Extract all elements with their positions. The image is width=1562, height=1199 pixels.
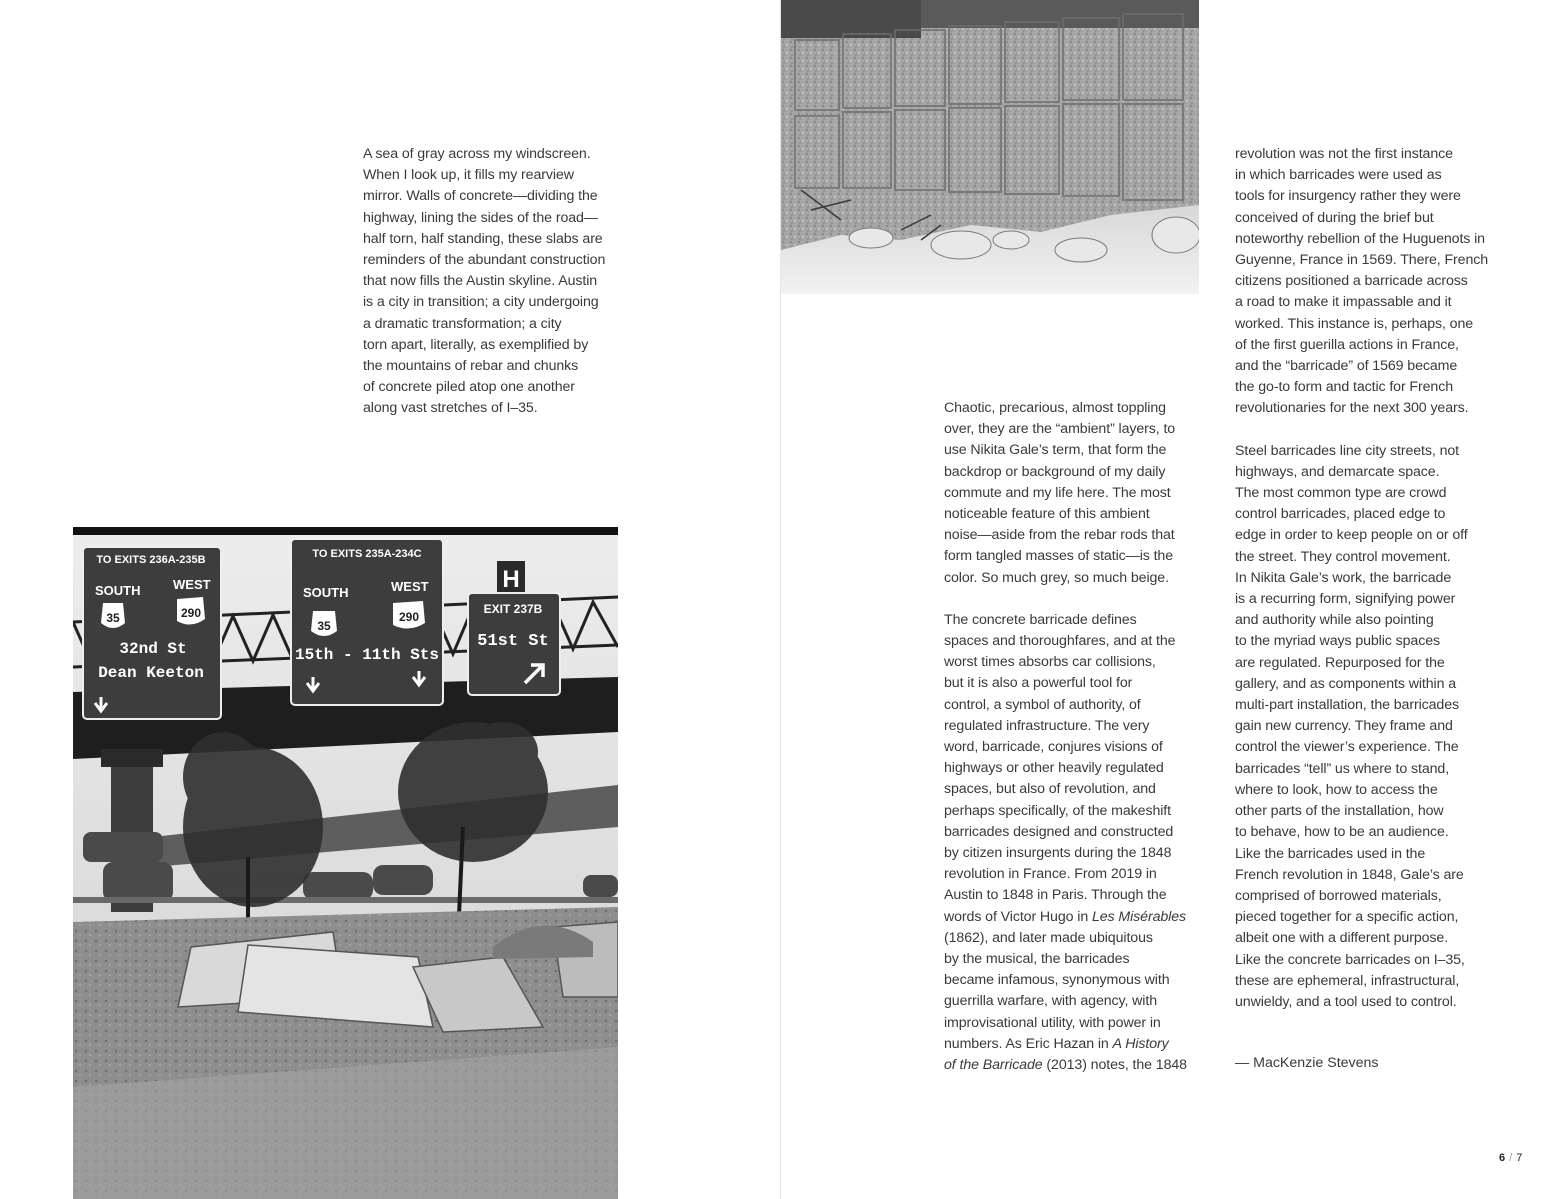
sign2-dir-left: SOUTH xyxy=(303,585,349,600)
right-paragraph-2: Steel barricades line city streets, not highways, and demarcate space. The most common type are crowd control barricades, placed edge to edge in order to keep people on or off the street. They control movement. In Nikita Gale’s work, the barricade is a recurring form, signifying power and authority while also pointing to the myriad ways public spaces are regulated. Repurposed for the gallery, and as components within a multi-part installation, the barricades gain new currency. They frame and control the viewer’s experience. The barricades “tell” us where to stand, where to look, how to access the other parts of the installation, how to behave, how to be an audience. Like the barricades used in the French revolution in 1848, Gale’s are comprised of borrowed materials, pieced together for a specific action, albeit one with a different purpose. Like the concrete barricades on I–35, these are ephemeral, infrastructural, unwieldy, and a tool used to control. xyxy=(1235,442,1468,1010)
sign3-exit: EXIT 237B xyxy=(483,602,543,616)
sign2-dir-right: WEST xyxy=(391,579,429,594)
mid-p2-part-b: (1862), and later made ubiquitous by the musical, the barricades became infamous, synonymous with guerrilla warfare, with agency, with improvisational utility, with power in numbers. As Eric Hazan in xyxy=(944,929,1170,1052)
sign2-shield-left: 35 xyxy=(317,619,331,633)
concrete-wall-illustration xyxy=(781,0,1199,294)
page-total: 7 xyxy=(1516,1152,1524,1164)
sign2-shield-right: 290 xyxy=(398,610,420,624)
mid-paragraph-1: Chaotic, precarious, almost toppling over, they are the “ambient” layers, to use Nikita Gale’s term, that form the backdrop or background of my daily commute and my life here. The most noticeable feature of this ambient noise—aside from the rebar rods that form tangled masses of static—is the color. So much grey, so much beige. xyxy=(944,400,1176,586)
concrete-wall-photo xyxy=(781,0,1199,294)
mid-p2-part-a: The concrete barricade defines spaces and thoroughfares, and at the worst times absorbs car collisions, but it is also a powerful tool for control, a symbol of authority, of regulated infrastructure. The very word, barricade, conjures visions of highways or other heavily regulated spaces, but also of revolution, and perhaps specifically, of the makeshift barricades designed and constructed by citizen insurgents during the 1848 revolution in France. From 2019 in Austin to 1848 in Paris. Through the words of Victor Hugo in xyxy=(944,611,1176,925)
sign3-line1: 51st St xyxy=(477,632,549,651)
hospital-sign xyxy=(497,561,525,593)
hospital-letter: H xyxy=(502,566,520,593)
exit-sign-15th-11th-sts xyxy=(291,539,443,705)
title-history-of-barricade: A History of the Barricade xyxy=(944,1035,1169,1074)
essay-column-right xyxy=(1235,144,1505,1013)
sign2-line1: 15th - 11th Sts xyxy=(294,646,440,664)
sign2-to-exits: TO EXITS 235A-234C xyxy=(312,548,422,560)
sign1-dir-right: WEST xyxy=(173,577,211,592)
sign1-shield-left: 35 xyxy=(106,611,120,625)
sign1-shield-right: 290 xyxy=(180,606,202,620)
right-paragraph-1: revolution was not the first instance in which barricades were used as tools for insurgency rather they were conceived of during the brief but noteworthy rebellion of the Huguenots in Guyenne, France in 1569. There, French citizens positioned a barricade across a road to make it impassable and it worked. This instance is, perhaps, one of the first guerilla actions in France, and the “barricade” of 1569 became the go-to form and tactic for French revolutionaries for the next 300 years. xyxy=(1235,146,1489,417)
sign1-line1: 32nd St xyxy=(119,640,187,658)
highway-signs-illustration xyxy=(73,527,618,1199)
exit-sign-32nd-st xyxy=(83,547,221,719)
title-les-miserables: Les Misérables xyxy=(1091,908,1186,925)
intro-text: A sea of gray across my windscreen. When I look up, it fills my rearview mirror. Walls of concrete—dividing the highway, lining the sides of the road— half torn, half standing, these slabs are reminders of the abundant construction that now fills the Austin skyline. Austin is a city in transition; a city undergoing a dramatic transformation; a city torn apart, literally, as exemplified by the mountains of rebar and chunks of concrete piled atop one another along vast stretches of I–35. xyxy=(363,146,606,417)
mid-paragraph-2 xyxy=(944,610,1206,1076)
sign1-to-exits: TO EXITS 236A-235B xyxy=(96,554,206,566)
exit-sign-51st-st xyxy=(468,593,560,695)
highway-signs-photo xyxy=(73,527,618,1199)
mid-p2-part-c: (2013) notes, the 1848 xyxy=(1042,1057,1187,1074)
sign1-dir-left: SOUTH xyxy=(95,583,141,598)
page-current: 6 xyxy=(1499,1152,1507,1164)
essay-column-middle xyxy=(944,398,1206,1076)
sign1-line2: Dean Keeton xyxy=(98,664,204,682)
page-number xyxy=(1499,1152,1523,1164)
author-signature: — MacKenzie Stevens xyxy=(1235,1055,1379,1071)
page-separator: / xyxy=(1509,1152,1514,1164)
intro-paragraph xyxy=(363,144,625,420)
